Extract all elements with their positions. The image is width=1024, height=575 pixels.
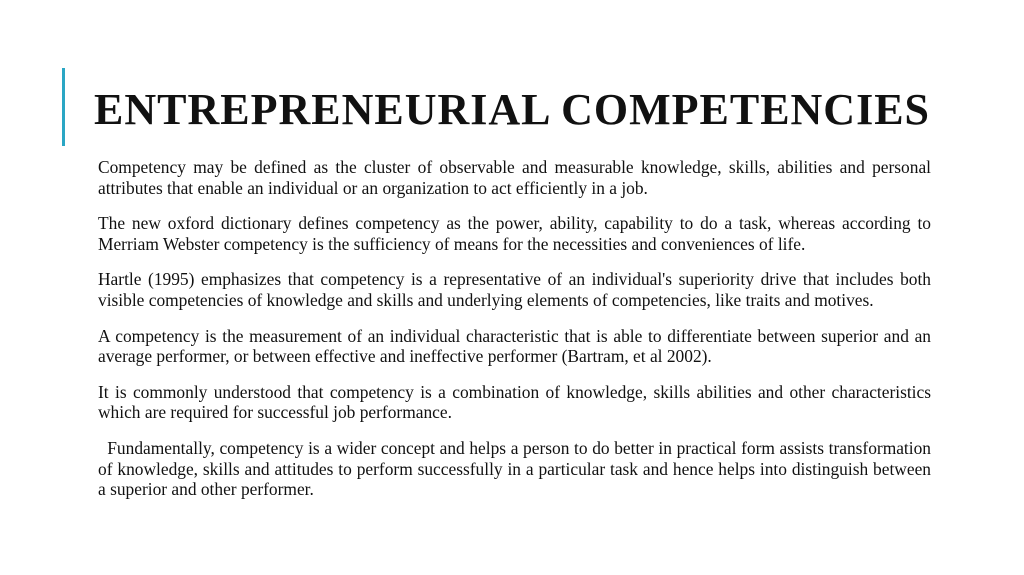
slide-title: ENTREPRENEURIAL COMPETENCIES: [94, 85, 931, 134]
paragraph-oxford-webster: The new oxford dictionary defines competency as the power, ability, capability to do a task, whereas according to Merriam Webster competency is the sufficiency of means for the necessities and conveniences of life.: [98, 213, 931, 254]
title-accent-bar: [62, 68, 65, 146]
paragraph-bartram: A competency is the measurement of an individual characteristic that is able to differentiate between superior and an average performer, or between effective and ineffective performer (Bartram, et al 2002).: [98, 325, 931, 367]
slide-body: [98, 157, 931, 515]
paragraph-common-understanding: It is commonly understood that competency is a combination of knowledge, skills abilities and other characteristics which are required for successful job performance.: [98, 381, 931, 423]
paragraph-definition: Competency may be defined as the cluster of observable and measurable knowledge, skills, abilities and personal attributes that enable an individual or an organization to act efficiently in a job.: [98, 157, 931, 198]
paragraph-fundamentally: Fundamentally, competency is a wider concept and helps a person to do better in practical form assists transformation of knowledge, skills and attitudes to perform successfully in a particular task and hence helps into distinguish between a superior and other performer.: [98, 437, 931, 500]
paragraph-hartle: Hartle (1995) emphasizes that competency is a representative of an individual's superiority drive that includes both visible competencies of knowledge and skills and underlying elements of competencies, like traits and motives.: [98, 269, 931, 310]
